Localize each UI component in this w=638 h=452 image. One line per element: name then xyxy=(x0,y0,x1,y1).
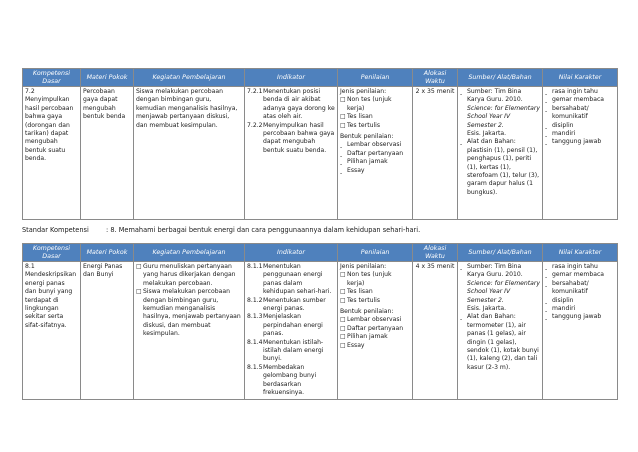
penilaian-cell xyxy=(338,87,413,220)
nilai-item: - bersahabat/ komunikatif xyxy=(545,105,615,122)
bentuk-item: □ Lembar observasi xyxy=(340,316,410,324)
nilai-item: - mandiri xyxy=(545,130,615,138)
materi-cell: Percobaan gaya dapat mengubah bentuk benda xyxy=(81,87,134,220)
indikator-number: 7.2.2 xyxy=(247,121,263,129)
bentuk-item: - Pilihan jamak xyxy=(340,158,410,166)
standar-kompetensi-label: Standar Kompetensi xyxy=(22,226,89,234)
indikator-number: 8.1.4 xyxy=(247,338,263,346)
indikator-number: 7.2.1 xyxy=(247,88,263,95)
indikator-number: 8.1.1 xyxy=(247,263,263,270)
kegiatan-cell xyxy=(134,262,245,400)
indikator-cell xyxy=(245,262,338,400)
bentuk-heading: Bentuk penilaian: xyxy=(340,133,394,141)
indikator-text: Menentukan penggunaan energi panas dalam kehidupan sehari-hari. xyxy=(263,263,332,296)
kd-cell xyxy=(23,262,81,400)
header-alokasi-waktu: Alokasi Waktu xyxy=(413,69,458,87)
header-penilaian: Penilaian xyxy=(338,244,413,262)
bentuk-item: - Essay xyxy=(340,167,410,175)
sumber-text: - Sumber: Tim Bina Karya Guru. 2010. xyxy=(460,263,540,280)
indikator-item xyxy=(247,339,335,364)
indikator-cell xyxy=(245,87,338,220)
header-materi-pokok: Materi Pokok xyxy=(81,244,134,262)
header-nilai-karakter: Nilai Karakter xyxy=(543,69,618,87)
alokasi-cell: 2 x 35 menit xyxy=(413,87,458,220)
indikator-number: 8.1.3 xyxy=(247,313,263,321)
header-kompetensi-dasar: Kompetensi Dasar xyxy=(23,244,81,262)
sumber-publisher: Esis. Jakarta. xyxy=(467,305,507,313)
nilai-item: - disiplin xyxy=(545,297,615,305)
nilai-item: - gemar membaca xyxy=(545,96,615,104)
header-indikator: Indikator xyxy=(245,244,338,262)
indikator-item xyxy=(247,263,335,297)
bentuk-item: □ Daftar pertanyaan xyxy=(340,325,410,333)
indikator-item xyxy=(247,364,335,398)
alat-bahan-text: - Alat dan Bahan: plastisin (1), pensil (1), penghapus (1), periti (1), kertas (1), sterofoam (1), telur (3), garam dapur halus (1 bungkus). xyxy=(460,138,540,197)
penilaian-item: □ Tes lisan xyxy=(340,288,410,296)
header-sumber: Sumber/ Alat/Bahan xyxy=(458,69,543,87)
indikator-text: Membedakan gelombang bunyi berdasarkan frekuensinya. xyxy=(263,363,317,397)
header-kegiatan: Kegiatan Pembelajaran xyxy=(134,244,245,262)
nilai-item: - bersahabat/ komunikatif xyxy=(545,280,615,297)
penilaian-heading: Jenis penilaian: xyxy=(340,88,387,95)
penilaian-item: □ Tes tertulis xyxy=(340,122,410,130)
kegiatan-cell: Siswa melakukan percobaan dengan bimbingan guru, kemudian menganalisis hasilnya, menjawab pertanyaan diskusi, dan membuat kesimpulan. xyxy=(134,87,245,220)
indikator-text: Menjelaskan perpindahan energi panas. xyxy=(263,313,323,338)
header-kegiatan: Kegiatan Pembelajaran xyxy=(134,69,245,87)
header-indikator: Indikator xyxy=(245,69,338,87)
table-row xyxy=(23,87,618,220)
table-row xyxy=(23,262,618,400)
table-header-row xyxy=(23,69,618,87)
indikator-item xyxy=(247,297,335,314)
header-alokasi-waktu: Alokasi Waktu xyxy=(413,244,458,262)
sumber-cell xyxy=(458,262,543,400)
alokasi-cell: 4 x 35 menit xyxy=(413,262,458,400)
kd-text: Menyimpulkan hasil percobaan bahwa gaya (dorongan dan tarikan) dapat mengubah bentuk suatu benda. xyxy=(25,96,74,163)
nilai-item: - tanggung jawab xyxy=(545,313,615,321)
penilaian-item: □ Tes tertulis xyxy=(340,297,410,305)
nilai-cell xyxy=(543,87,618,220)
penilaian-item: □ Non tes (unjuk kerja) xyxy=(340,96,410,113)
indikator-text: Menyimpulkan hasil percobaan bahwa gaya dapat mengubah bentuk suatu benda. xyxy=(263,121,335,154)
table-header-row xyxy=(23,244,618,262)
kd-number: 7.2 xyxy=(25,88,35,95)
standar-kompetensi-text: : 8. Memahami berbagai bentuk energi dan cara penggunaannya dalam kehidupan sehari-hari. xyxy=(106,226,421,234)
header-penilaian: Penilaian xyxy=(338,69,413,87)
penilaian-item: □ Tes lisan xyxy=(340,113,410,121)
bentuk-item: □ Essay xyxy=(340,342,410,350)
header-nilai-karakter: Nilai Karakter xyxy=(543,244,618,262)
bentuk-item: □ Pilihan jamak xyxy=(340,333,410,341)
indikator-item xyxy=(247,122,335,156)
bentuk-item: - Daftar pertanyaan xyxy=(340,150,410,158)
sumber-book: Science: for Elementary School Year IV Semester 2. xyxy=(467,104,541,129)
kegiatan-item: □ Siswa melakukan percobaan dengan bimbingan guru, kemudian menganalisis hasilnya, menjawab pertanyaan diskusi, dan membuat kesimpulan. xyxy=(136,288,242,338)
indikator-item xyxy=(247,313,335,338)
header-materi-pokok: Materi Pokok xyxy=(81,69,134,87)
indikator-text: Menentukan istilah-istilah dalam energi bunyi. xyxy=(263,338,324,363)
indikator-item xyxy=(247,88,335,122)
penilaian-cell xyxy=(338,262,413,400)
standar-kompetensi xyxy=(22,226,420,235)
nilai-item: - gemar membaca xyxy=(545,271,615,279)
syllabus-table-2 xyxy=(22,243,618,400)
bentuk-item: - Lembar observasi xyxy=(340,141,410,149)
sumber-text: - Sumber: Tim Bina Karya Guru. 2010. xyxy=(460,88,540,105)
kd-number: 8.1 xyxy=(25,263,35,270)
penilaian-heading: Jenis penilaian: xyxy=(340,263,387,270)
indikator-text: Menentukan posisi benda di air akibat adanya gaya dorong ke atas oleh air. xyxy=(263,88,335,121)
nilai-item: - tanggung jawab xyxy=(545,138,615,146)
nilai-item: - disiplin xyxy=(545,122,615,130)
indikator-number: 8.1.5 xyxy=(247,363,263,371)
sumber-book: Science: for Elementary School Year IV Semester 2. xyxy=(467,279,541,304)
kd-text: Mendeskripsikan energi panas dan bunyi yang terdapat di lingkungan sekitar serta sifat-sifatnya. xyxy=(25,271,77,329)
penilaian-item: □ Non tes (unjuk kerja) xyxy=(340,271,410,288)
bentuk-heading: Bentuk penilaian: xyxy=(340,308,394,316)
sumber-cell xyxy=(458,87,543,220)
nilai-item: - rasa ingin tahu xyxy=(545,88,615,96)
nilai-item: - rasa ingin tahu xyxy=(545,263,615,271)
kegiatan-item: □ Guru menuliskan pertanyaan yang harus dikerjakan dengan melakukan percobaan. xyxy=(136,263,242,288)
alat-bahan-text: - Alat dan Bahan: termometer (1), air panas (1 gelas), air dingin (1 gelas), sendok (1), kotak bunyi (1), kaleng (2), dan tali kasur (2-3 m). xyxy=(460,313,540,372)
nilai-item: - mandiri xyxy=(545,305,615,313)
indikator-text: Menentukan sumber energi panas. xyxy=(263,296,326,313)
syllabus-table-1 xyxy=(22,68,618,220)
header-sumber: Sumber/ Alat/Bahan xyxy=(458,244,543,262)
materi-cell: Energi Panas dan Bunyi xyxy=(81,262,134,400)
header-kompetensi-dasar: Kompetensi Dasar xyxy=(23,69,81,87)
indikator-number: 8.1.2 xyxy=(247,296,263,304)
kd-cell xyxy=(23,87,81,220)
sumber-publisher: Esis. Jakarta. xyxy=(467,130,507,138)
nilai-cell xyxy=(543,262,618,400)
